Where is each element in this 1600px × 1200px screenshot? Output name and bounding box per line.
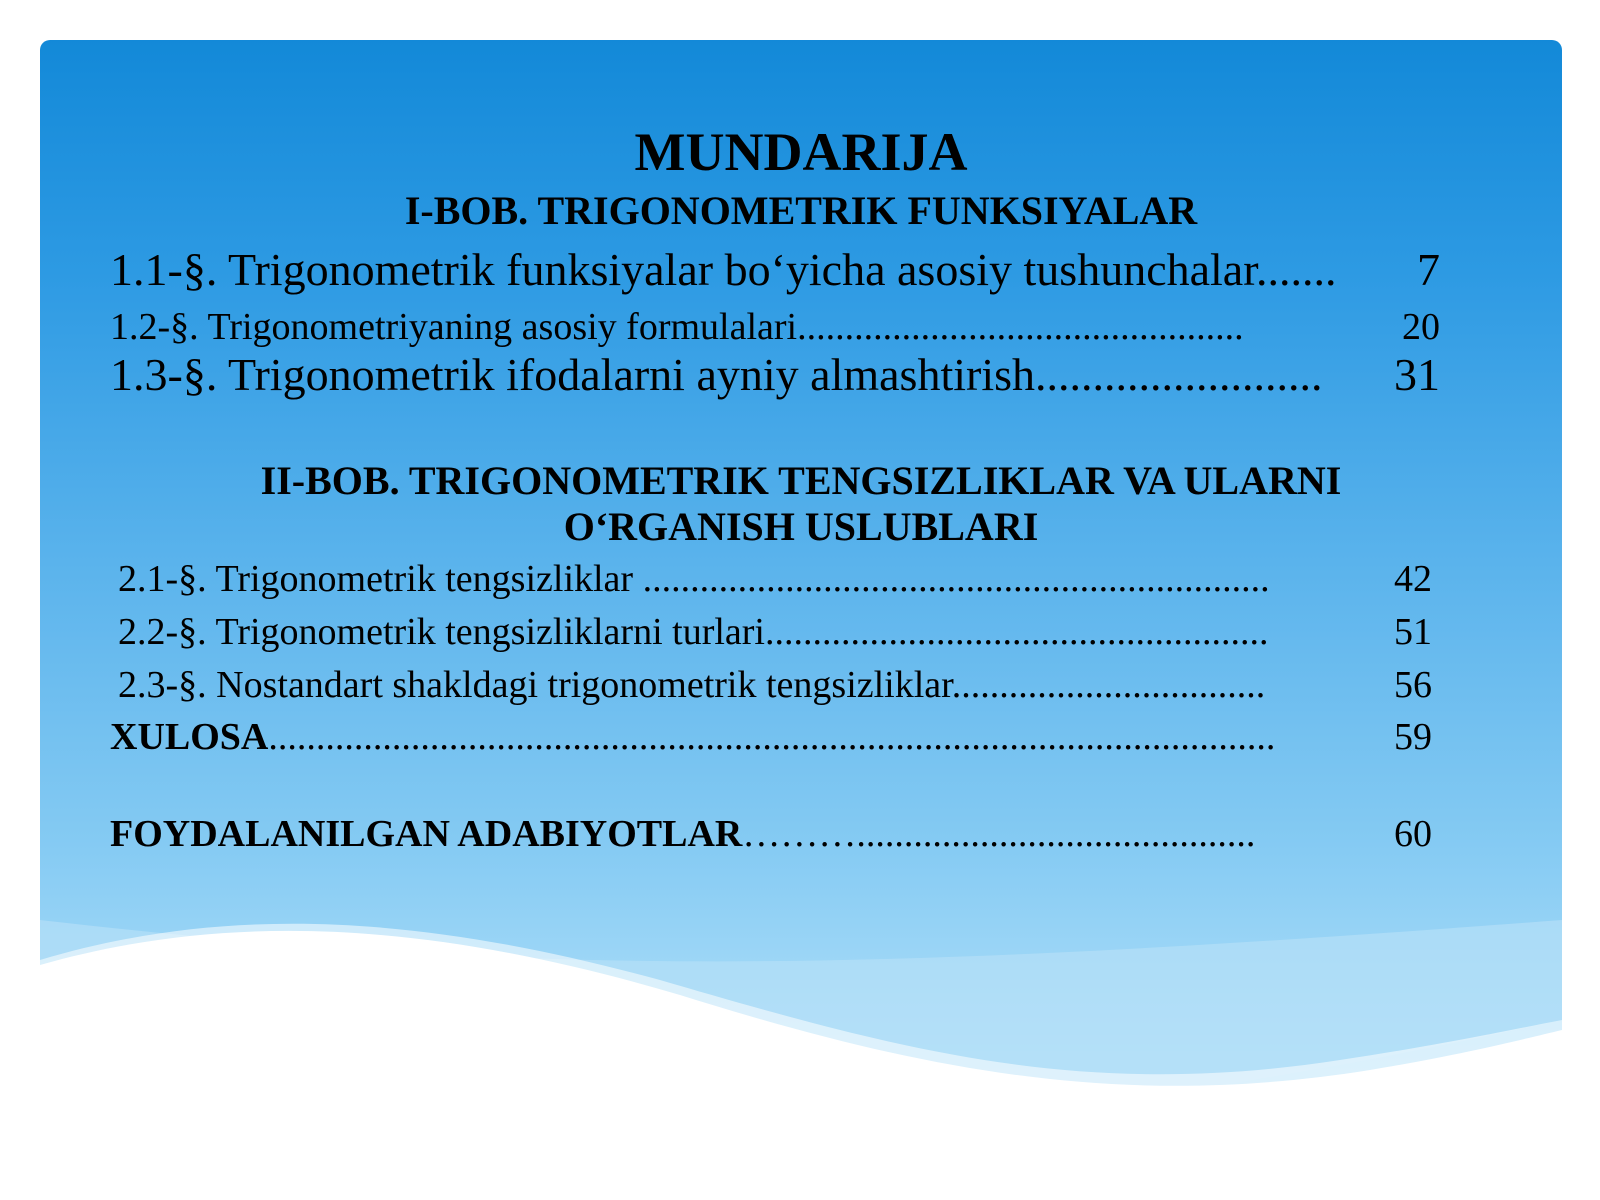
toc-entry-dots: .......................................................................................................... bbox=[268, 716, 1276, 758]
toc-entry-dots: ……….......................................... bbox=[742, 813, 1256, 855]
toc-entry-1-3[interactable] bbox=[110, 347, 1440, 403]
toc-entry-page: 51 bbox=[1394, 611, 1432, 653]
slide bbox=[40, 40, 1562, 1200]
chapter-2-heading-line-1: II-BOB. TRIGONOMETRIK TENGSIZLIKLAR VA ULARNI bbox=[260, 458, 1342, 503]
toc-entry-conclusion[interactable] bbox=[110, 713, 1432, 761]
toc-entry-1-1[interactable] bbox=[110, 242, 1440, 298]
chapter-1-heading: I-BOB. TRIGONOMETRIK FUNKSIYALAR bbox=[404, 188, 1198, 233]
chapter-2-heading bbox=[160, 458, 1442, 550]
toc-entry-references[interactable] bbox=[110, 810, 1432, 858]
page-title: MUNDARIJA bbox=[634, 122, 968, 182]
toc-entry-label: 2.2-§. Trigonometrik tengsizliklarni turlari..................................................... bbox=[118, 611, 1269, 653]
toc-entry-page: 42 bbox=[1394, 558, 1432, 600]
toc-entry-2-3[interactable] bbox=[118, 661, 1432, 709]
toc-entry-label: 2.1-§. Trigonometrik tengsizliklar .................................................................. bbox=[118, 558, 1270, 600]
toc-entry-label: 1.3-§. Trigonometrik ifodalarni ayniy almashtirish......................... bbox=[110, 349, 1323, 400]
table-of-contents bbox=[40, 40, 1562, 1200]
toc-entry-page: 31 bbox=[1394, 349, 1440, 400]
toc-entry-page: 56 bbox=[1394, 664, 1432, 706]
toc-entry-2-1[interactable] bbox=[118, 555, 1432, 603]
toc-entry-label: 1.1-§. Trigonometrik funksiyalar bo‘yicha asosiy tushunchalar....... bbox=[110, 244, 1337, 295]
toc-entry-2-2[interactable] bbox=[118, 608, 1432, 656]
toc-entry-label: XULOSA bbox=[110, 716, 269, 758]
toc-entry-page: 59 bbox=[1394, 716, 1432, 758]
toc-entry-page: 20 bbox=[1402, 306, 1440, 348]
toc-entry-label: FOYDALANILGAN ADABIYOTLAR bbox=[110, 813, 743, 855]
toc-entry-label: 2.3-§. Nostandart shakldagi trigonometrik tengsizliklar................................. bbox=[118, 664, 1266, 706]
toc-entry-label: 1.2-§. Trigonometriyaning asosiy formulalari............................................... bbox=[110, 306, 1244, 348]
toc-entry-page: 7 bbox=[1417, 244, 1440, 295]
toc-entry-1-2[interactable] bbox=[110, 304, 1440, 350]
toc-entry-page: 60 bbox=[1394, 813, 1432, 855]
chapter-2-heading-line-2: O‘RGANISH USLUBLARI bbox=[563, 504, 1039, 549]
